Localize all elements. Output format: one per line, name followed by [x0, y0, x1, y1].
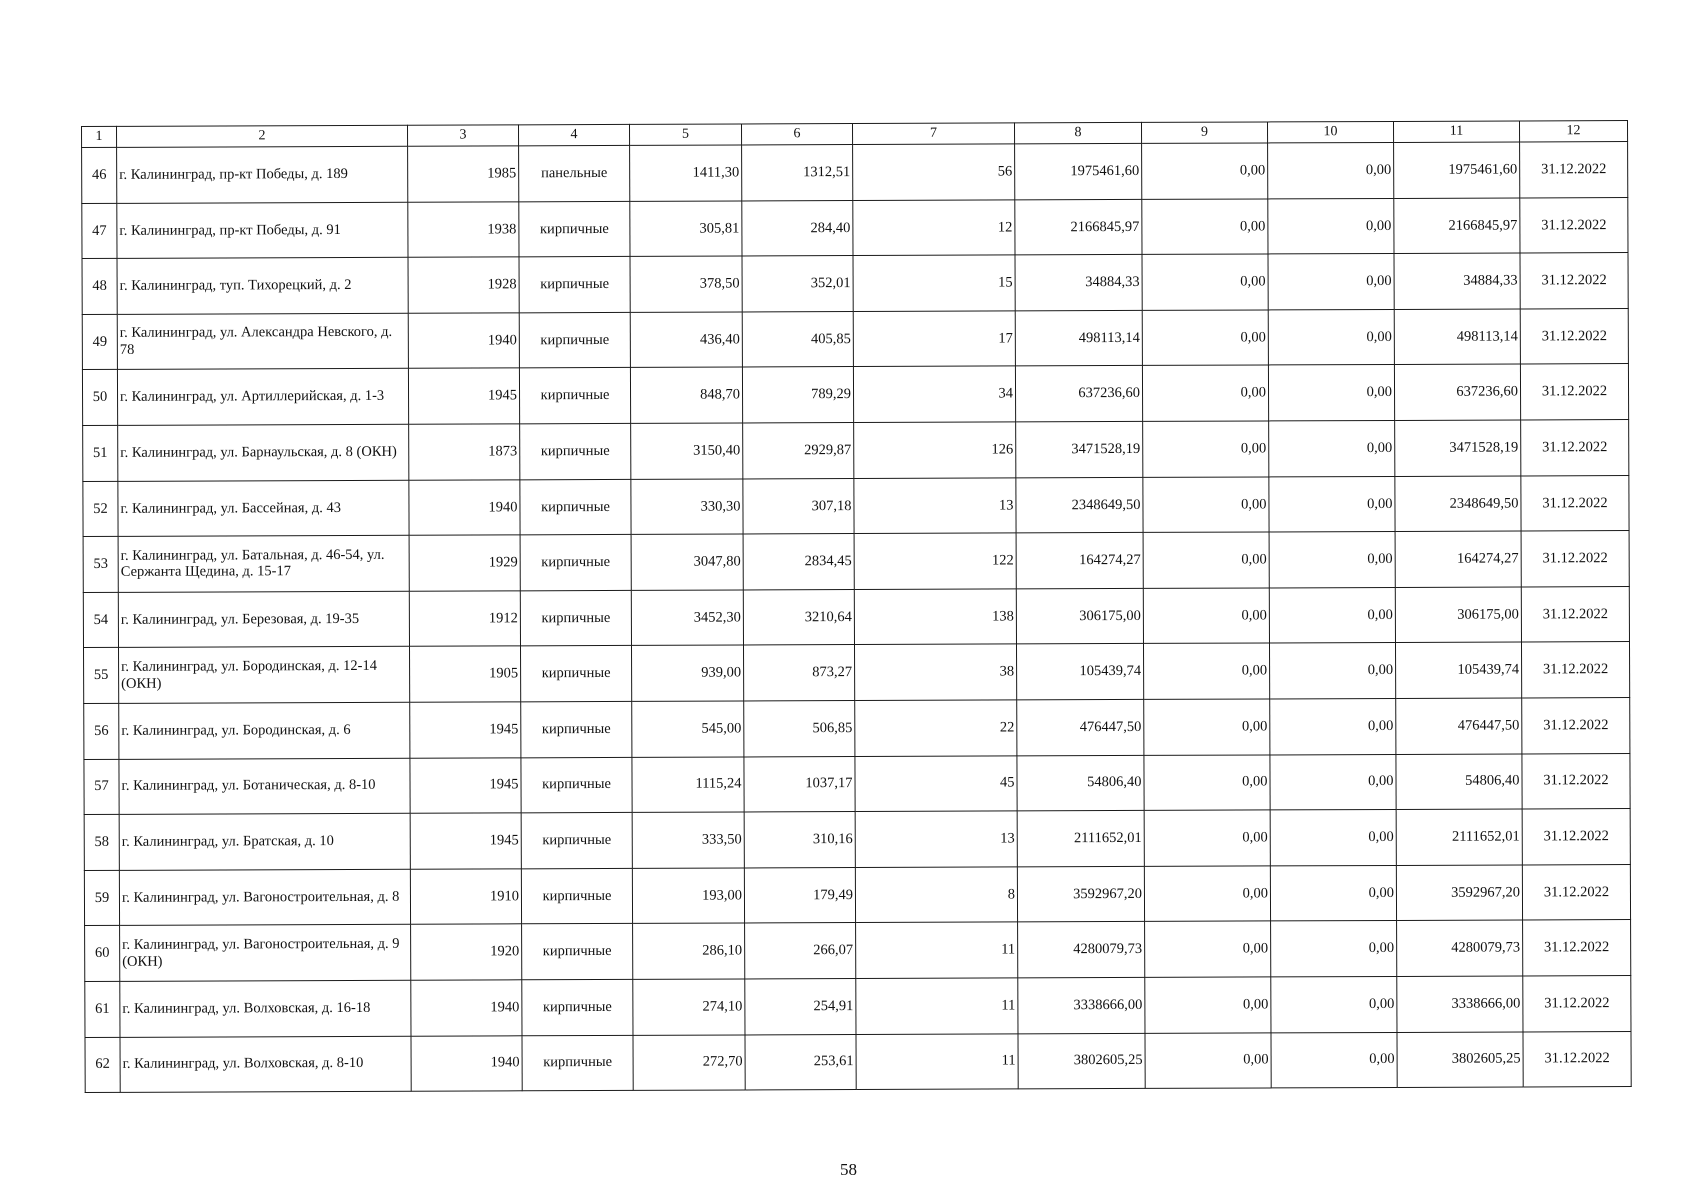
- value-col10-cell: 0,00: [1268, 254, 1394, 310]
- value-col9-cell: 0,00: [1142, 143, 1268, 199]
- value-col11-cell: 498113,14: [1394, 309, 1520, 365]
- value-col6-cell: 506,85: [744, 700, 855, 756]
- row-number: 54: [83, 592, 118, 648]
- date-cell: 31.12.2022: [1521, 420, 1629, 476]
- value-col9-cell: 0,00: [1142, 254, 1268, 310]
- value-col5-cell: 286,10: [633, 923, 745, 979]
- value-col9-cell: 0,00: [1142, 199, 1268, 255]
- value-col9-cell: 0,00: [1143, 477, 1269, 533]
- value-col11-cell: 3802605,25: [1397, 1031, 1523, 1087]
- wall-material-cell: кирпичные: [521, 868, 632, 924]
- table-row: [84, 809, 1630, 871]
- value-col6-cell: 1037,17: [744, 756, 855, 812]
- date-cell: 31.12.2022: [1520, 142, 1628, 198]
- value-col10-cell: 0,00: [1269, 532, 1395, 588]
- wall-material-cell: кирпичные: [520, 423, 631, 479]
- value-col7-cell: 11: [856, 978, 1018, 1034]
- table-row: [82, 197, 1628, 259]
- value-col5-cell: 330,30: [631, 479, 743, 535]
- row-number: 47: [82, 203, 117, 259]
- value-col9-cell: 0,00: [1144, 810, 1270, 866]
- value-col6-cell: 873,27: [743, 645, 854, 701]
- value-col10-cell: 0,00: [1271, 921, 1397, 977]
- year-cell: 1940: [408, 313, 519, 369]
- year-cell: 1945: [410, 702, 521, 758]
- value-col6-cell: 3210,64: [743, 589, 854, 645]
- value-col10-cell: 0,00: [1268, 198, 1394, 254]
- column-number-1: 1: [82, 126, 117, 147]
- year-cell: 1910: [410, 869, 521, 925]
- value-col7-cell: 45: [855, 755, 1017, 811]
- value-col5-cell: 193,00: [632, 868, 744, 924]
- column-number-8: 8: [1014, 122, 1141, 143]
- value-col10-cell: 0,00: [1268, 142, 1394, 198]
- value-col7-cell: 126: [854, 422, 1016, 478]
- value-col8-cell: 476447,50: [1017, 699, 1144, 755]
- year-cell: 1929: [409, 535, 520, 591]
- value-col11-cell: 105439,74: [1395, 642, 1521, 698]
- table-row: [85, 1031, 1631, 1093]
- value-col5-cell: 378,50: [630, 256, 742, 312]
- value-col7-cell: 22: [855, 700, 1017, 756]
- wall-material-cell: кирпичные: [522, 1035, 633, 1091]
- value-col11-cell: 164274,27: [1395, 531, 1521, 587]
- value-col6-cell: 253,61: [745, 1034, 856, 1090]
- value-col6-cell: 352,01: [742, 256, 853, 312]
- wall-material-cell: кирпичные: [520, 590, 631, 646]
- year-cell: 1945: [410, 757, 521, 813]
- value-col11-cell: 3471528,19: [1395, 420, 1521, 476]
- value-col5-cell: 3047,80: [631, 534, 743, 590]
- year-cell: 1940: [411, 1035, 522, 1091]
- column-number-2: 2: [117, 125, 408, 147]
- value-col6-cell: 266,07: [745, 923, 856, 979]
- address-cell: г. Калининград, ул. Бородинская, д. 6: [119, 702, 410, 759]
- value-col5-cell: 848,70: [630, 367, 742, 423]
- wall-material-cell: кирпичные: [519, 368, 630, 424]
- value-col8-cell: 54806,40: [1017, 755, 1144, 811]
- year-cell: 1940: [411, 980, 522, 1036]
- value-col8-cell: 3802605,25: [1018, 1033, 1145, 1089]
- address-cell: г. Калининград, туп. Тихорецкий, д. 2: [117, 257, 408, 314]
- date-cell: 31.12.2022: [1522, 697, 1630, 753]
- value-col7-cell: 34: [853, 366, 1015, 422]
- date-cell: 31.12.2022: [1523, 1031, 1631, 1087]
- value-col6-cell: 1312,51: [742, 145, 853, 201]
- date-cell: 31.12.2022: [1523, 920, 1631, 976]
- wall-material-cell: кирпичные: [521, 646, 632, 702]
- value-col11-cell: 306175,00: [1395, 587, 1521, 643]
- value-col5-cell: 305,81: [630, 201, 742, 257]
- wall-material-cell: кирпичные: [520, 535, 631, 591]
- value-col9-cell: 0,00: [1144, 699, 1270, 755]
- value-col6-cell: 284,40: [742, 200, 853, 256]
- value-col10-cell: 0,00: [1269, 476, 1395, 532]
- value-col11-cell: 2111652,01: [1396, 809, 1522, 865]
- value-col7-cell: 122: [854, 533, 1016, 589]
- value-col11-cell: 476447,50: [1396, 698, 1522, 754]
- value-col5-cell: 3150,40: [631, 423, 743, 479]
- column-number-11: 11: [1393, 121, 1519, 142]
- wall-material-cell: кирпичные: [520, 479, 631, 535]
- value-col5-cell: 3452,30: [631, 590, 743, 646]
- year-cell: 1985: [408, 146, 519, 202]
- year-cell: 1938: [408, 201, 519, 257]
- table-row: [84, 697, 1630, 759]
- value-col11-cell: 4280079,73: [1397, 920, 1523, 976]
- column-number-9: 9: [1141, 122, 1267, 143]
- value-col7-cell: 12: [853, 200, 1015, 256]
- value-col9-cell: 0,00: [1144, 866, 1270, 922]
- table-row: [84, 753, 1630, 815]
- table-body: [82, 142, 1632, 1093]
- value-col7-cell: 11: [856, 1033, 1018, 1089]
- value-col8-cell: 306175,00: [1016, 588, 1143, 644]
- row-number: 59: [84, 870, 119, 926]
- date-cell: 31.12.2022: [1520, 197, 1628, 253]
- value-col5-cell: 272,70: [633, 1034, 745, 1090]
- value-col9-cell: 0,00: [1145, 921, 1271, 977]
- year-cell: 1905: [410, 646, 521, 702]
- date-cell: 31.12.2022: [1522, 753, 1630, 809]
- value-col10-cell: 0,00: [1268, 309, 1394, 365]
- table-row: [84, 864, 1630, 926]
- value-col10-cell: 0,00: [1268, 365, 1394, 421]
- value-col5-cell: 333,50: [632, 812, 744, 868]
- value-col9-cell: 0,00: [1144, 754, 1270, 810]
- value-col11-cell: 637236,60: [1394, 364, 1520, 420]
- address-cell: г. Калининград, ул. Бассейная, д. 43: [118, 480, 409, 537]
- value-col11-cell: 34884,33: [1394, 253, 1520, 309]
- date-cell: 31.12.2022: [1521, 531, 1629, 587]
- date-cell: 31.12.2022: [1521, 642, 1629, 698]
- date-cell: 31.12.2022: [1520, 364, 1628, 420]
- value-col6-cell: 254,91: [745, 978, 856, 1034]
- date-cell: 31.12.2022: [1520, 308, 1628, 364]
- value-col7-cell: 138: [854, 589, 1016, 645]
- value-col10-cell: 0,00: [1270, 754, 1396, 810]
- address-cell: г. Калининград, ул. Волховская, д. 16-18: [120, 980, 411, 1037]
- date-cell: 31.12.2022: [1523, 975, 1631, 1031]
- address-cell: г. Калининград, пр-кт Победы, д. 189: [117, 146, 408, 203]
- wall-material-cell: кирпичные: [521, 701, 632, 757]
- wall-material-cell: кирпичные: [521, 757, 632, 813]
- value-col7-cell: 38: [854, 644, 1016, 700]
- value-col8-cell: 2111652,01: [1017, 811, 1144, 867]
- value-col9-cell: 0,00: [1143, 421, 1269, 477]
- value-col8-cell: 3338666,00: [1018, 977, 1145, 1033]
- value-col11-cell: 2348649,50: [1395, 476, 1521, 532]
- wall-material-cell: кирпичные: [522, 979, 633, 1035]
- row-number: 48: [82, 259, 117, 315]
- row-number: 62: [85, 1037, 120, 1093]
- address-cell: г. Калининград, ул. Барнаульская, д. 8 (ОКН): [118, 424, 409, 481]
- table-row: [82, 253, 1628, 315]
- address-cell: г. Калининград, ул. Александра Невского, д. 78: [117, 313, 408, 370]
- table-row: [84, 642, 1630, 704]
- value-col9-cell: 0,00: [1145, 1032, 1271, 1088]
- value-col5-cell: 1115,24: [632, 756, 744, 812]
- value-col5-cell: 939,00: [631, 645, 743, 701]
- value-col8-cell: 3471528,19: [1016, 421, 1143, 477]
- value-col8-cell: 1975461,60: [1015, 143, 1142, 199]
- value-col9-cell: 0,00: [1143, 532, 1269, 588]
- row-number: 49: [82, 314, 117, 370]
- value-col5-cell: 436,40: [630, 312, 742, 368]
- address-cell: г. Калининград, пр-кт Победы, д. 91: [117, 202, 408, 259]
- value-col10-cell: 0,00: [1269, 587, 1395, 643]
- value-col7-cell: 13: [855, 811, 1017, 867]
- value-col6-cell: 179,49: [744, 867, 855, 923]
- column-number-7: 7: [852, 123, 1014, 145]
- value-col9-cell: 0,00: [1145, 977, 1271, 1033]
- address-cell: г. Калининград, ул. Ботаническая, д. 8-10: [119, 758, 410, 815]
- value-col5-cell: 545,00: [632, 701, 744, 757]
- value-col7-cell: 8: [855, 867, 1017, 923]
- table-row: [83, 420, 1629, 482]
- table-row: [82, 308, 1628, 370]
- value-col7-cell: 13: [854, 477, 1016, 533]
- value-col9-cell: 0,00: [1143, 643, 1269, 699]
- value-col8-cell: 105439,74: [1016, 644, 1143, 700]
- value-col8-cell: 3592967,20: [1017, 866, 1144, 922]
- address-cell: г. Калининград, ул. Бородинская, д. 12-14 (ОКН): [119, 647, 410, 704]
- value-col6-cell: 405,85: [742, 311, 853, 367]
- date-cell: 31.12.2022: [1522, 809, 1630, 865]
- row-number: 50: [82, 370, 117, 426]
- housing-registry-table: [81, 120, 1632, 1093]
- value-col8-cell: 34884,33: [1015, 255, 1142, 311]
- value-col11-cell: 1975461,60: [1394, 142, 1520, 198]
- year-cell: 1945: [408, 368, 519, 424]
- wall-material-cell: панельные: [519, 145, 630, 201]
- table-row: [82, 364, 1628, 426]
- value-col8-cell: 2348649,50: [1016, 477, 1143, 533]
- row-number: 53: [83, 537, 118, 593]
- value-col10-cell: 0,00: [1270, 865, 1396, 921]
- row-number: 60: [85, 926, 120, 982]
- value-col7-cell: 56: [853, 144, 1015, 200]
- table-row: [83, 475, 1629, 537]
- value-col5-cell: 1411,30: [630, 145, 742, 201]
- value-col10-cell: 0,00: [1271, 1032, 1397, 1088]
- value-col6-cell: 789,29: [742, 367, 853, 423]
- value-col9-cell: 0,00: [1142, 365, 1268, 421]
- address-cell: г. Калининград, ул. Братская, д. 10: [119, 813, 410, 870]
- column-number-4: 4: [518, 124, 629, 145]
- row-number: 52: [83, 481, 118, 537]
- address-cell: г. Калининград, ул. Артиллерийская, д. 1-3: [117, 369, 408, 426]
- row-number: 46: [82, 147, 117, 203]
- row-number: 57: [84, 759, 119, 815]
- value-col10-cell: 0,00: [1270, 810, 1396, 866]
- value-col7-cell: 17: [853, 311, 1015, 367]
- value-col10-cell: 0,00: [1270, 698, 1396, 754]
- value-col8-cell: 637236,60: [1015, 366, 1142, 422]
- address-cell: г. Калининград, ул. Вагоностроительная, д. 9 (ОКН): [120, 925, 411, 982]
- column-number-3: 3: [407, 125, 518, 146]
- value-col8-cell: 4280079,73: [1018, 922, 1145, 978]
- address-cell: г. Калининград, ул. Волховская, д. 8-10: [120, 1036, 411, 1093]
- date-cell: 31.12.2022: [1521, 586, 1629, 642]
- row-number: 51: [83, 425, 118, 481]
- value-col6-cell: 310,16: [744, 812, 855, 868]
- table-row: [82, 142, 1628, 204]
- address-cell: г. Калининград, ул. Батальная, д. 46-54, ул. Сержанта Щедина, д. 15-17: [118, 535, 409, 592]
- year-cell: 1873: [409, 424, 520, 480]
- value-col10-cell: 0,00: [1269, 420, 1395, 476]
- wall-material-cell: кирпичные: [522, 924, 633, 980]
- date-cell: 31.12.2022: [1521, 475, 1629, 531]
- year-cell: 1928: [408, 257, 519, 313]
- row-number: 56: [84, 703, 119, 759]
- value-col10-cell: 0,00: [1271, 976, 1397, 1032]
- value-col8-cell: 498113,14: [1015, 310, 1142, 366]
- value-col9-cell: 0,00: [1142, 310, 1268, 366]
- date-cell: 31.12.2022: [1520, 253, 1628, 309]
- year-cell: 1940: [409, 479, 520, 535]
- table-row: [85, 975, 1631, 1037]
- value-col10-cell: 0,00: [1269, 643, 1395, 699]
- value-col8-cell: 164274,27: [1016, 533, 1143, 589]
- address-cell: г. Калининград, ул. Вагоностроительная, д. 8: [119, 869, 410, 926]
- table-row: [85, 920, 1631, 982]
- value-col6-cell: 2929,87: [743, 423, 854, 479]
- year-cell: 1945: [410, 813, 521, 869]
- address-cell: г. Калининград, ул. Березовая, д. 19-35: [118, 591, 409, 648]
- value-col7-cell: 15: [853, 255, 1015, 311]
- value-col9-cell: 0,00: [1143, 588, 1269, 644]
- value-col11-cell: 54806,40: [1396, 754, 1522, 810]
- value-col8-cell: 2166845,97: [1015, 199, 1142, 255]
- row-number: 55: [84, 648, 119, 704]
- wall-material-cell: кирпичные: [519, 201, 630, 257]
- column-number-12: 12: [1519, 121, 1627, 142]
- column-number-10: 10: [1267, 121, 1393, 142]
- table-row: [83, 531, 1629, 593]
- value-col6-cell: 307,18: [743, 478, 854, 534]
- row-number: 58: [84, 814, 119, 870]
- wall-material-cell: кирпичные: [519, 257, 630, 313]
- table-row: [83, 586, 1629, 648]
- year-cell: 1920: [411, 924, 522, 980]
- column-number-6: 6: [741, 124, 852, 145]
- column-number-5: 5: [629, 124, 741, 145]
- value-col11-cell: 3338666,00: [1397, 976, 1523, 1032]
- value-col11-cell: 2166845,97: [1394, 198, 1520, 254]
- value-col5-cell: 274,10: [633, 979, 745, 1035]
- row-number: 61: [85, 981, 120, 1037]
- page-number: 58: [840, 1160, 857, 1179]
- wall-material-cell: кирпичные: [521, 813, 632, 869]
- value-col7-cell: 11: [856, 922, 1018, 978]
- date-cell: 31.12.2022: [1522, 864, 1630, 920]
- value-col6-cell: 2834,45: [743, 534, 854, 590]
- wall-material-cell: кирпичные: [519, 312, 630, 368]
- value-col11-cell: 3592967,20: [1396, 865, 1522, 921]
- year-cell: 1912: [409, 591, 520, 647]
